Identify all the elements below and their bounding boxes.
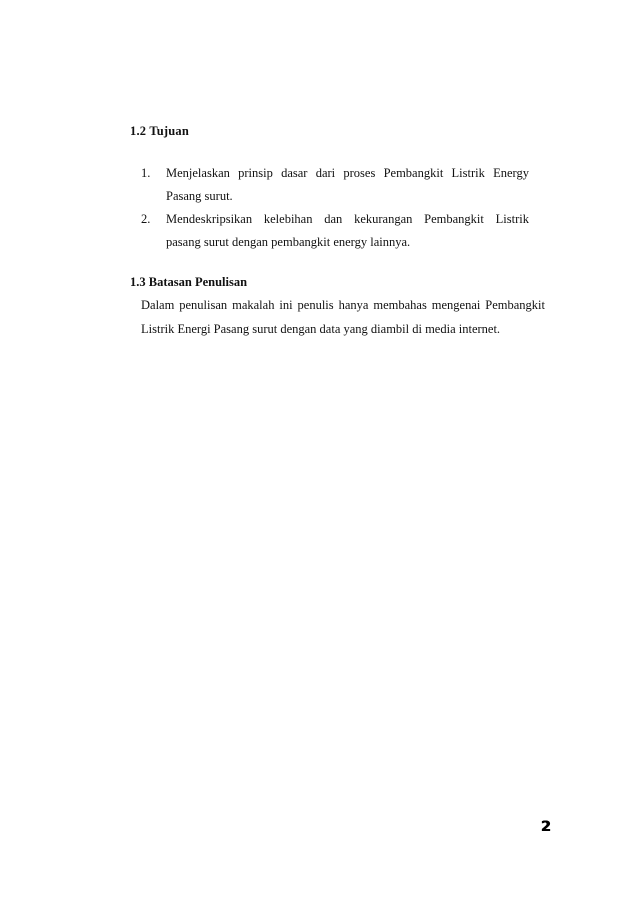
list-item-number: 2. — [141, 212, 151, 226]
batasan-paragraph — [141, 294, 551, 341]
list-item — [141, 208, 541, 254]
tujuan-list — [141, 162, 541, 254]
list-item-number: 1. — [141, 166, 151, 180]
list-item-line: pasang surut dengan pembangkit energy lainnya. — [166, 235, 411, 249]
paragraph-line: Listrik Energi Pasang surut dengan data yang diambil di media internet. — [141, 321, 501, 336]
section-heading-batasan: 1.3 Batasan Penulisan — [130, 275, 248, 289]
list-item-line: Mendeskripsikan kelebihan dan kekurangan Pembangkit Listrik — [166, 212, 529, 226]
section-heading-tujuan: 1.2 Tujuan — [130, 124, 189, 138]
list-item-line: Pasang surut. — [166, 189, 233, 203]
page-number: 2 — [541, 819, 551, 835]
list-item-line: Menjelaskan prinsip dasar dari proses Pembangkit Listrik Energy — [166, 166, 529, 180]
list-item — [141, 162, 541, 208]
paragraph-line: Dalam penulisan makalah ini penulis hanya membahas mengenai Pembangkit — [141, 298, 545, 312]
